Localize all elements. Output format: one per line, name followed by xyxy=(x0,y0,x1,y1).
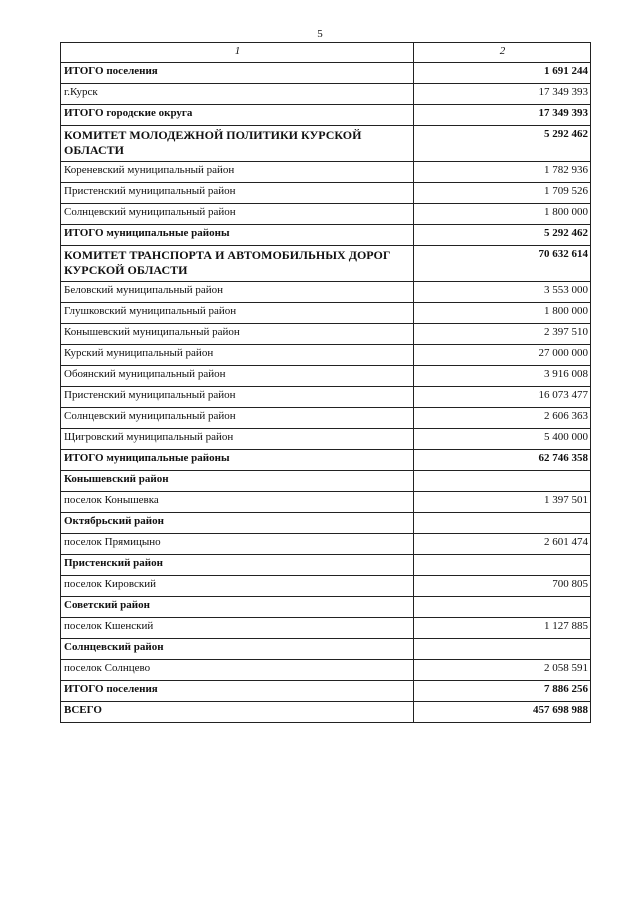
row-name-cell: поселок Кировский xyxy=(61,576,414,597)
table-row xyxy=(61,702,591,723)
row-name-cell: ИТОГО поселения xyxy=(61,63,414,84)
row-value-cell: 1 397 501 xyxy=(414,492,591,513)
row-name-cell: Солнцевский муниципальный район xyxy=(61,408,414,429)
row-name-cell: Щигровский муниципальный район xyxy=(61,429,414,450)
row-name-cell: Солнцевский муниципальный район xyxy=(61,204,414,225)
row-value-cell: 457 698 988 xyxy=(414,702,591,723)
row-value-cell: 3 916 008 xyxy=(414,366,591,387)
table-header-row xyxy=(61,43,591,63)
row-name-cell: ИТОГО муниципальные районы xyxy=(61,450,414,471)
table-row xyxy=(61,660,591,681)
table-row xyxy=(61,492,591,513)
row-value-cell: 1 127 885 xyxy=(414,618,591,639)
table-row xyxy=(61,597,591,618)
row-value-cell: 5 292 462 xyxy=(414,126,591,162)
row-value-cell: 62 746 358 xyxy=(414,450,591,471)
page-number: 5 xyxy=(317,28,323,40)
row-value-cell: 700 805 xyxy=(414,576,591,597)
table-row xyxy=(61,534,591,555)
row-name-cell: поселок Кшенский xyxy=(61,618,414,639)
table-row xyxy=(61,345,591,366)
row-value-cell: 17 349 393 xyxy=(414,105,591,126)
table-row xyxy=(61,429,591,450)
table-row xyxy=(61,246,591,282)
row-value-cell: 27 000 000 xyxy=(414,345,591,366)
column-header-2: 2 xyxy=(414,43,591,63)
row-name-cell: ВСЕГО xyxy=(61,702,414,723)
table-row xyxy=(61,618,591,639)
row-name-cell: Октябрьский район xyxy=(61,513,414,534)
table-row xyxy=(61,183,591,204)
row-value-cell: 1 800 000 xyxy=(414,204,591,225)
row-name-cell: г.Курск xyxy=(61,84,414,105)
row-value-cell: 7 886 256 xyxy=(414,681,591,702)
row-value-cell: 2 601 474 xyxy=(414,534,591,555)
row-name-cell: поселок Конышевка xyxy=(61,492,414,513)
table-row xyxy=(61,105,591,126)
table-row xyxy=(61,282,591,303)
row-value-cell: 17 349 393 xyxy=(414,84,591,105)
column-header-1: 1 xyxy=(61,43,414,63)
row-value-cell: 16 073 477 xyxy=(414,387,591,408)
table-row xyxy=(61,84,591,105)
row-name-cell: Пристенский район xyxy=(61,555,414,576)
table-body xyxy=(61,63,591,723)
row-name-cell: поселок Солнцево xyxy=(61,660,414,681)
table-row xyxy=(61,324,591,345)
row-value-cell: 1 800 000 xyxy=(414,303,591,324)
table-row xyxy=(61,225,591,246)
row-name-cell: Кореневский муниципальный район xyxy=(61,162,414,183)
table-row xyxy=(61,513,591,534)
row-name-cell: Пристенский муниципальный район xyxy=(61,387,414,408)
row-name-cell: Пристенский муниципальный район xyxy=(61,183,414,204)
row-name-cell: Конышевский муниципальный район xyxy=(61,324,414,345)
row-name-cell: Солнцевский район xyxy=(61,639,414,660)
row-value-cell: 2 397 510 xyxy=(414,324,591,345)
table-row xyxy=(61,471,591,492)
row-value-cell: 70 632 614 xyxy=(414,246,591,282)
row-name-cell: Курский муниципальный район xyxy=(61,345,414,366)
table-row xyxy=(61,162,591,183)
row-value-cell: 2 606 363 xyxy=(414,408,591,429)
table-row xyxy=(61,303,591,324)
row-value-cell xyxy=(414,639,591,660)
row-name-cell: ИТОГО муниципальные районы xyxy=(61,225,414,246)
table-row xyxy=(61,366,591,387)
row-value-cell: 5 292 462 xyxy=(414,225,591,246)
row-name-cell: Советский район xyxy=(61,597,414,618)
table-row xyxy=(61,555,591,576)
row-value-cell xyxy=(414,513,591,534)
row-name-cell: Конышевский район xyxy=(61,471,414,492)
row-value-cell: 1 782 936 xyxy=(414,162,591,183)
row-value-cell xyxy=(414,555,591,576)
row-value-cell: 2 058 591 xyxy=(414,660,591,681)
row-name-cell: Обоянский муниципальный район xyxy=(61,366,414,387)
table-row xyxy=(61,63,591,84)
budget-table xyxy=(60,42,591,723)
row-value-cell xyxy=(414,471,591,492)
table-row xyxy=(61,639,591,660)
row-value-cell: 1 691 244 xyxy=(414,63,591,84)
row-value-cell: 5 400 000 xyxy=(414,429,591,450)
table-row xyxy=(61,204,591,225)
row-name-cell: КОМИТЕТ МОЛОДЕЖНОЙ ПОЛИТИКИ КУРСКОЙ ОБЛАСТИ xyxy=(61,126,414,162)
table-row xyxy=(61,126,591,162)
row-name-cell: Глушковский муниципальный район xyxy=(61,303,414,324)
row-name-cell: Беловский муниципальный район xyxy=(61,282,414,303)
table-row xyxy=(61,387,591,408)
row-name-cell: ИТОГО городские округа xyxy=(61,105,414,126)
row-value-cell: 1 709 526 xyxy=(414,183,591,204)
row-name-cell: КОМИТЕТ ТРАНСПОРТА И АВТОМОБИЛЬНЫХ ДОРОГ КУРСКОЙ ОБЛАСТИ xyxy=(61,246,414,282)
row-name-cell: поселок Прямицыно xyxy=(61,534,414,555)
table-row xyxy=(61,408,591,429)
row-value-cell: 3 553 000 xyxy=(414,282,591,303)
table-row xyxy=(61,450,591,471)
row-name-cell: ИТОГО поселения xyxy=(61,681,414,702)
table-row xyxy=(61,576,591,597)
table-row xyxy=(61,681,591,702)
row-value-cell xyxy=(414,597,591,618)
